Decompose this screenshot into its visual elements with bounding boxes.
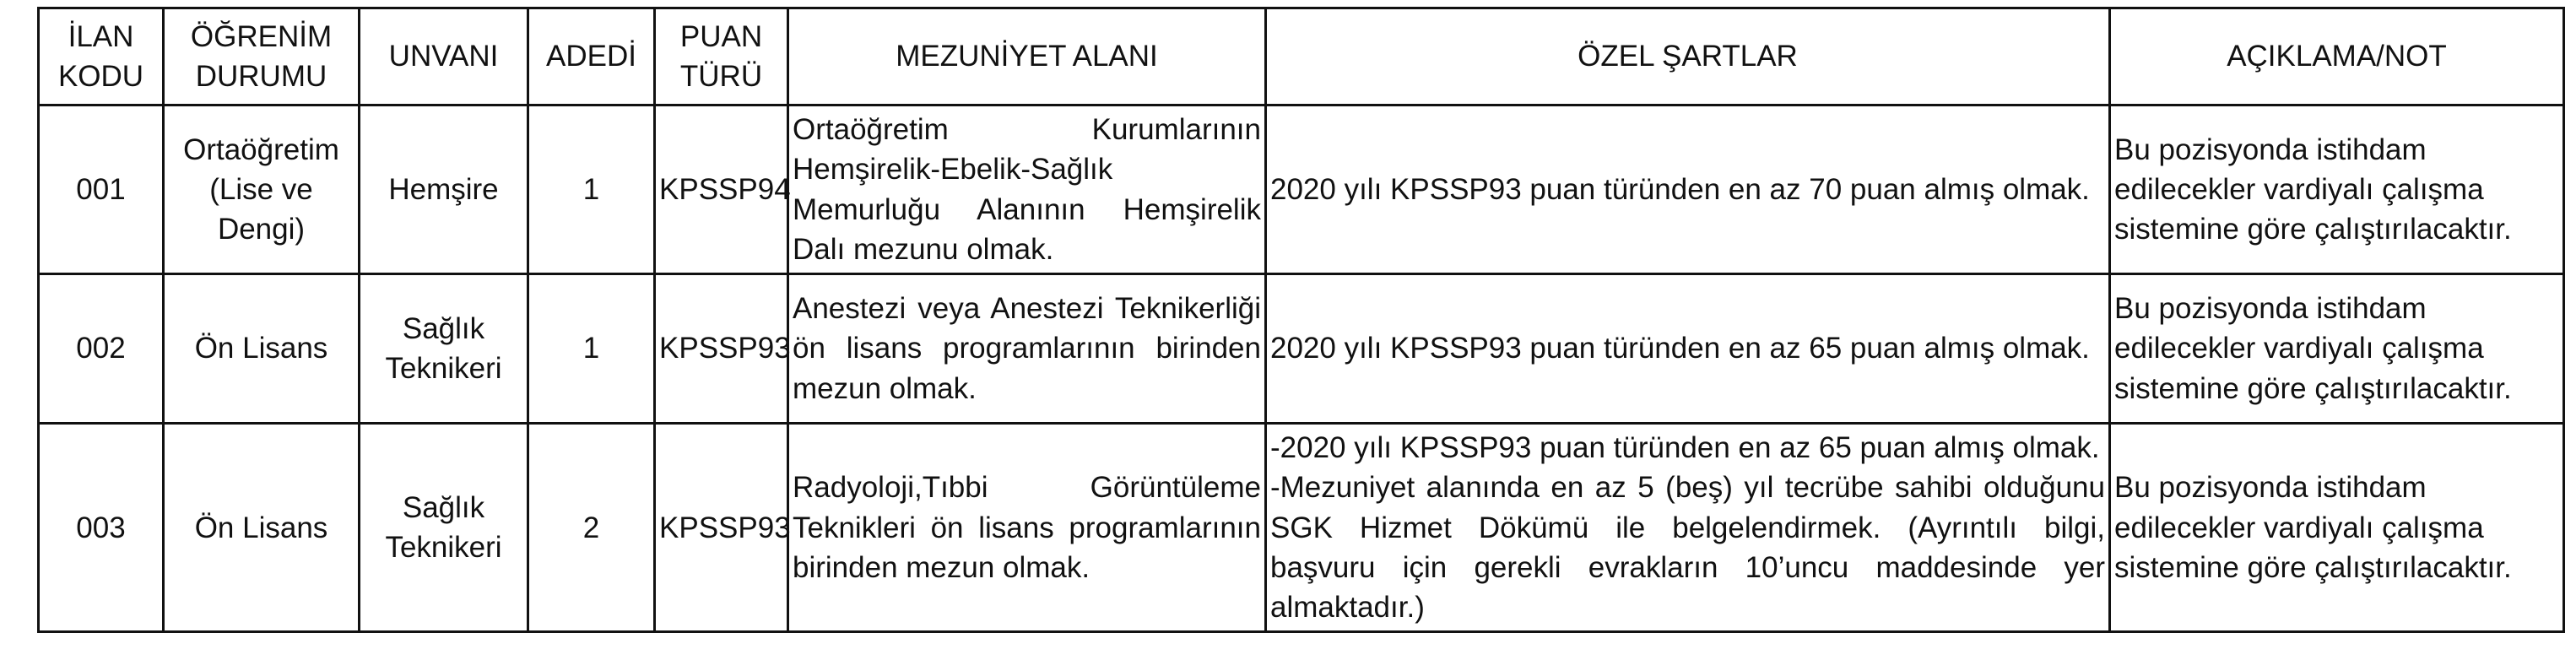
puan-turu-cell: KPSSP94 <box>655 105 788 274</box>
ilan-kodu-cell: 002 <box>39 274 164 424</box>
adedi-cell: 1 <box>528 274 655 424</box>
ilan-kodu-cell: 003 <box>39 424 164 632</box>
header-aciklama-not: AÇIKLAMA/NOT <box>2110 8 2564 105</box>
ogrenim-durumu-cell: Ortaöğretim (Lise ve Dengi) <box>164 105 360 274</box>
aciklama-not-cell: Bu pozisyonda istihdam edilecekler vardiyalı çalışma sistemine göre çalıştırılacaktır. <box>2110 274 2564 424</box>
table-row <box>39 274 2564 424</box>
puan-turu-cell: KPSSP93 <box>655 274 788 424</box>
header-mezuniyet-alani: MEZUNİYET ALANI <box>788 8 1266 105</box>
puan-turu-cell: KPSSP93 <box>655 424 788 632</box>
ozel-sart-line: -2020 yılı KPSSP93 puan türünden en az 65 puan almış olmak. <box>1270 431 2100 464</box>
header-unvani: UNVANI <box>360 8 528 105</box>
header-puan-turu: PUAN TÜRÜ <box>655 8 788 105</box>
job-listing-table <box>37 7 2565 633</box>
aciklama-not-cell: Bu pozisyonda istihdam edilecekler vardiyalı çalışma sistemine göre çalıştırılacaktır. <box>2110 105 2564 274</box>
header-ozel-sartlar: ÖZEL ŞARTLAR <box>1266 8 2110 105</box>
ozel-sartlar-cell <box>1266 274 2110 424</box>
ozel-sartlar-cell <box>1266 424 2110 632</box>
aciklama-not-cell: Bu pozisyonda istihdam edilecekler vardiyalı çalışma sistemine göre çalıştırılacaktır. <box>2110 424 2564 632</box>
adedi-cell: 2 <box>528 424 655 632</box>
unvani-cell: Sağlık Teknikeri <box>360 424 528 632</box>
ilan-kodu-cell: 001 <box>39 105 164 274</box>
ogrenim-durumu-cell: Ön Lisans <box>164 274 360 424</box>
unvani-cell: Sağlık Teknikeri <box>360 274 528 424</box>
header-ilan-kodu: İLAN KODU <box>39 8 164 105</box>
mezuniyet-alani-cell: Ortaöğretim Kurumlarının Hemşirelik-Ebelik-Sağlık Memurluğu Alanının Hemşirelik Dalı mezunu olmak. <box>788 105 1266 274</box>
ozel-sart-line: -Mezuniyet alanında en az 5 (beş) yıl tecrübe sahibi olduğunu SGK Hizmet Dökümü ile belgelendirmek. (Ayrıntılı bilgi, başvuru için gerekli evrakların 10’uncu maddesinde yer almaktadır.) <box>1270 471 2105 624</box>
ogrenim-durumu-cell: Ön Lisans <box>164 424 360 632</box>
table-row <box>39 424 2564 632</box>
adedi-cell: 1 <box>528 105 655 274</box>
mezuniyet-alani-cell: Radyoloji,Tıbbi Görüntüleme Teknikleri ön lisans programlarının birinden mezun olmak. <box>788 424 1266 632</box>
ozel-sart-line: 2020 yılı KPSSP93 puan türünden en az 70 puan almış olmak. <box>1270 172 2090 206</box>
header-row <box>39 8 2564 105</box>
mezuniyet-alani-cell: Anestezi veya Anestezi Teknikerliği ön lisans programlarının birinden mezun olmak. <box>788 274 1266 424</box>
ozel-sartlar-cell <box>1266 105 2110 274</box>
ozel-sart-line: 2020 yılı KPSSP93 puan türünden en az 65 puan almış olmak. <box>1270 332 2090 365</box>
header-ogrenim-durumu: ÖĞRENİM DURUMU <box>164 8 360 105</box>
unvani-cell: Hemşire <box>360 105 528 274</box>
table-row <box>39 105 2564 274</box>
header-adedi: ADEDİ <box>528 8 655 105</box>
